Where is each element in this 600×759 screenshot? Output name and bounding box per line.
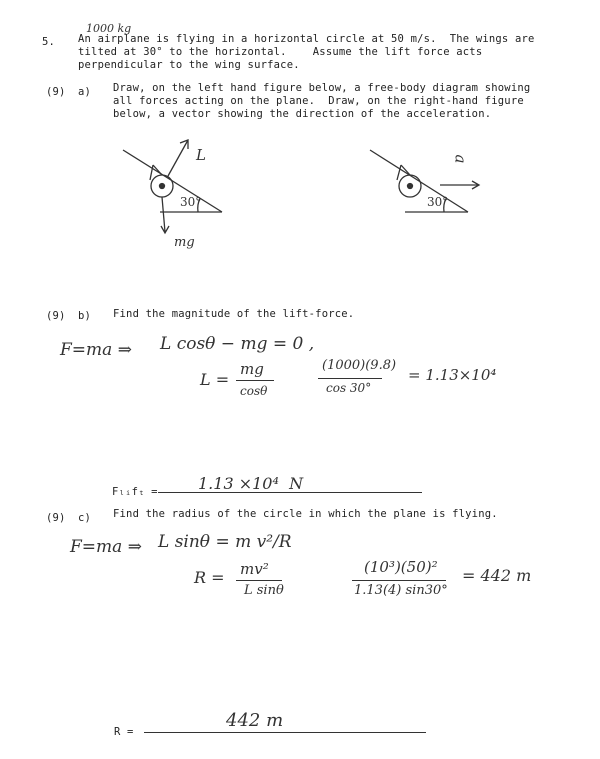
part-a-line-1: Draw, on the left hand figure below, a free-body diagram showing [113, 82, 531, 94]
part-c-work-2-lhs: R = [194, 568, 225, 587]
part-c-work-1-left: F=ma ⇒ [70, 537, 142, 557]
part-a-line-3: below, a vector showing the direction of the acceleration. [113, 108, 492, 120]
part-b-work-1-right: L cosθ − mg = 0 , [160, 334, 315, 354]
problem-line-1: An airplane is flying in a horizontal circle at 50 m/s. The wings are [78, 33, 535, 45]
right-angle-label: 30° [427, 195, 449, 209]
problem-number: 5. [42, 36, 56, 48]
part-c-frac2-bar [352, 580, 446, 581]
problem-line-3: perpendicular to the wing surface. [78, 59, 300, 71]
part-b-points: (9) [46, 310, 66, 322]
part-b-frac1-den: cosθ [240, 384, 268, 398]
part-c-frac1-bar [236, 580, 282, 581]
weight-label: mg [174, 235, 195, 250]
right-plane-dot [408, 184, 413, 189]
part-b-question: Find the magnitude of the lift-force. [113, 308, 355, 320]
part-b-result: = 1.13×10⁴ [408, 366, 497, 384]
part-c-frac1-den: L sinθ [244, 583, 284, 598]
part-c-letter: c) [78, 512, 92, 524]
left-angle-label: 30° [180, 195, 202, 209]
left-figure [123, 140, 222, 233]
part-c-result: = 442 m [462, 566, 532, 585]
lift-arrow [168, 140, 188, 176]
part-a-points: (9) [46, 86, 66, 98]
part-c-frac2-den: 1.13(4) sin30° [354, 583, 448, 598]
part-c-answer-line [144, 732, 426, 733]
part-c-answer-label: R = [114, 726, 134, 738]
part-c-frac1-num: mv² [240, 560, 269, 578]
part-a-line-2: all forces acting on the plane. Draw, on the right-hand figure [113, 95, 524, 107]
part-a-letter: a) [78, 86, 92, 98]
part-c-question: Find the radius of the circle in which the plane is flying. [113, 508, 498, 520]
problem-line-2: tilted at 30° to the horizontal. Assume the lift force acts [78, 46, 483, 58]
lift-label: L [196, 146, 206, 164]
part-b-answer-value[interactable]: 1.13 ×10⁴ N [198, 474, 304, 493]
part-b-letter: b) [78, 310, 92, 322]
part-c-frac2-num: (10³)(50)² [364, 558, 438, 576]
accel-label: a [451, 154, 470, 164]
part-b-answer-label: Fₗᵢfₜ = [112, 486, 158, 498]
weight-arrow [162, 197, 165, 232]
part-c-points: (9) [46, 512, 66, 524]
part-b-work-2-lhs: L = [200, 370, 230, 389]
part-b-frac2-num: (1000)(9.8) [322, 358, 397, 373]
part-b-frac2-den: cos 30° [326, 381, 372, 395]
part-b-frac1-num: mg [240, 360, 264, 378]
part-c-work-1-right: L sinθ = m v²/R [158, 532, 292, 552]
part-b-work-1-left: F=ma ⇒ [60, 340, 132, 360]
part-c-answer-value[interactable]: 442 m [226, 710, 284, 731]
left-plane-dot [160, 184, 165, 189]
part-b-frac2-bar [318, 378, 382, 379]
part-b-frac1-bar [236, 380, 274, 381]
mass-note: 1000 kg [86, 22, 132, 35]
